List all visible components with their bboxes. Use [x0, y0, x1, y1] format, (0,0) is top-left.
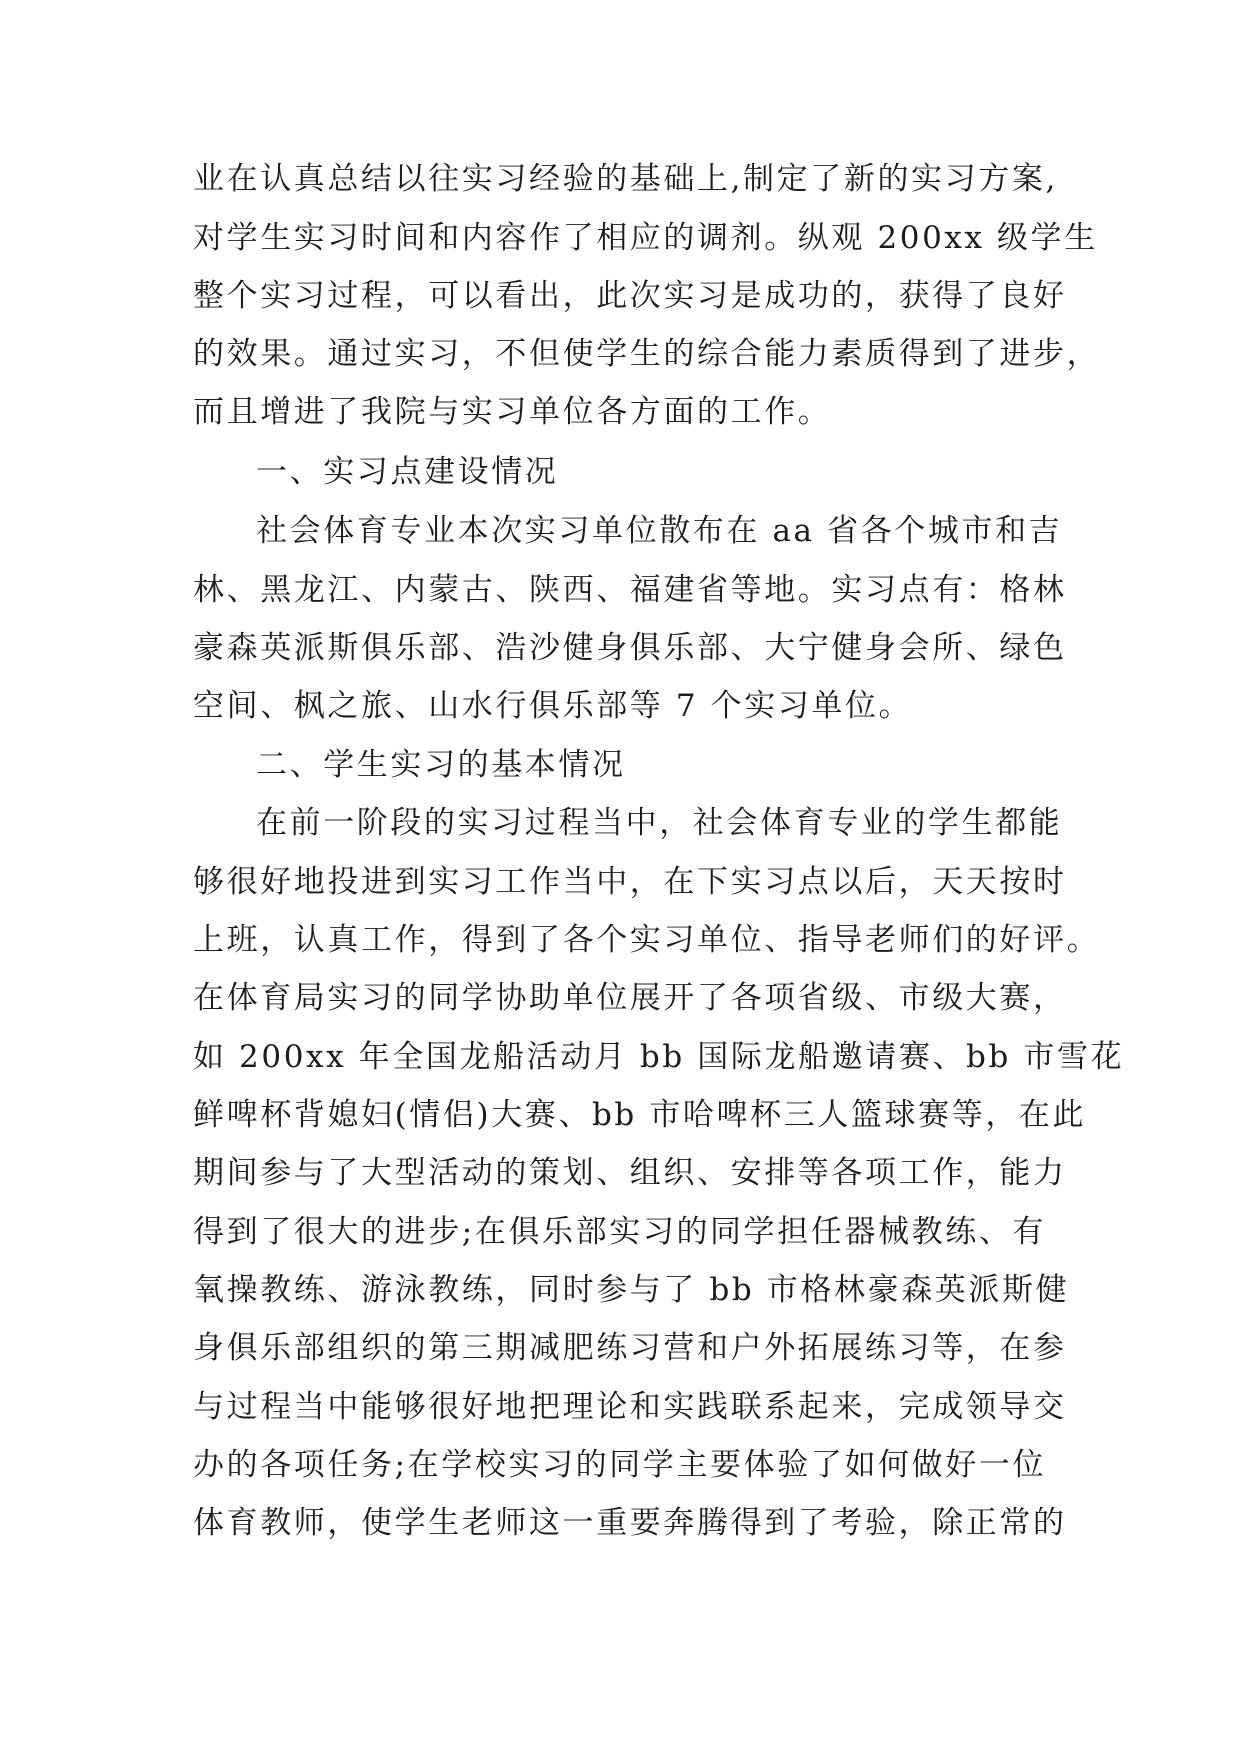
text-line: 办的各项任务;在学校实习的同学主要体验了如何做好一位 [193, 1447, 1047, 1483]
text-line: 豪森英派斯俱乐部、浩沙健身俱乐部、大宁健身会所、绿色 [193, 630, 1067, 666]
text-line: 整个实习过程，可以看出，此次实习是成功的，获得了良好 [193, 278, 1067, 314]
text-line: 的效果。通过实习，不但使学生的综合能力素质得到了进步， [193, 336, 1101, 372]
text-line: 空间、枫之旅、山水行俱乐部等 7 个实习单位。 [193, 688, 913, 724]
text-line: 如 200xx 年全国龙船活动月 bb 国际龙船邀请赛、bb 市雪花 [193, 1039, 1125, 1075]
text-line: 社会体育专业本次实习单位散布在 aa 省各个城市和吉 [256, 513, 1063, 549]
text-line: 对学生实习时间和内容作了相应的调剂。纵观 200xx 级学生 [193, 220, 1098, 256]
text-line: 上班，认真工作，得到了各个实习单位、指导老师们的好评。 [193, 922, 1101, 958]
text-line: 得到了很大的进步;在俱乐部实习的同学担任器械教练、有 [193, 1214, 1047, 1250]
text-line: 业在认真总结以往实习经验的基础上,制定了新的实习方案, [193, 161, 1058, 197]
section-heading: 一、实习点建设情况 [256, 454, 559, 490]
section-heading: 二、学生实习的基本情况 [256, 747, 626, 783]
text-line: 期间参与了大型活动的策划、组织、安排等各项工作，能力 [193, 1155, 1067, 1191]
text-line: 鲜啤杯背媳妇(情侣)大赛、bb 市哈啤杯三人篮球赛等，在此 [193, 1097, 1087, 1133]
text-line: 与过程当中能够很好地把理论和实践联系起来，完成领导交 [193, 1389, 1067, 1425]
text-line: 在前一阶段的实习过程当中，社会体育专业的学生都能 [256, 805, 1063, 841]
text-line: 林、黑龙江、内蒙古、陕西、福建省等地。实习点有：格林 [193, 572, 1067, 608]
text-line: 体育教师，使学生老师这一重要奔腾得到了考验，除正常的 [193, 1505, 1067, 1541]
text-line: 氧操教练、游泳教练，同时参与了 bb 市格林豪森英派斯健 [193, 1272, 1070, 1308]
text-line: 而且增进了我院与实习单位各方面的工作。 [193, 394, 832, 430]
text-line: 身俱乐部组织的第三期减肥练习营和户外拓展练习等，在参 [193, 1330, 1067, 1366]
text-line: 够很好地投进到实习工作当中，在下实习点以后，天天按时 [193, 864, 1067, 900]
text-line: 在体育局实习的同学协助单位展开了各项省级、市级大赛， [193, 980, 1067, 1016]
